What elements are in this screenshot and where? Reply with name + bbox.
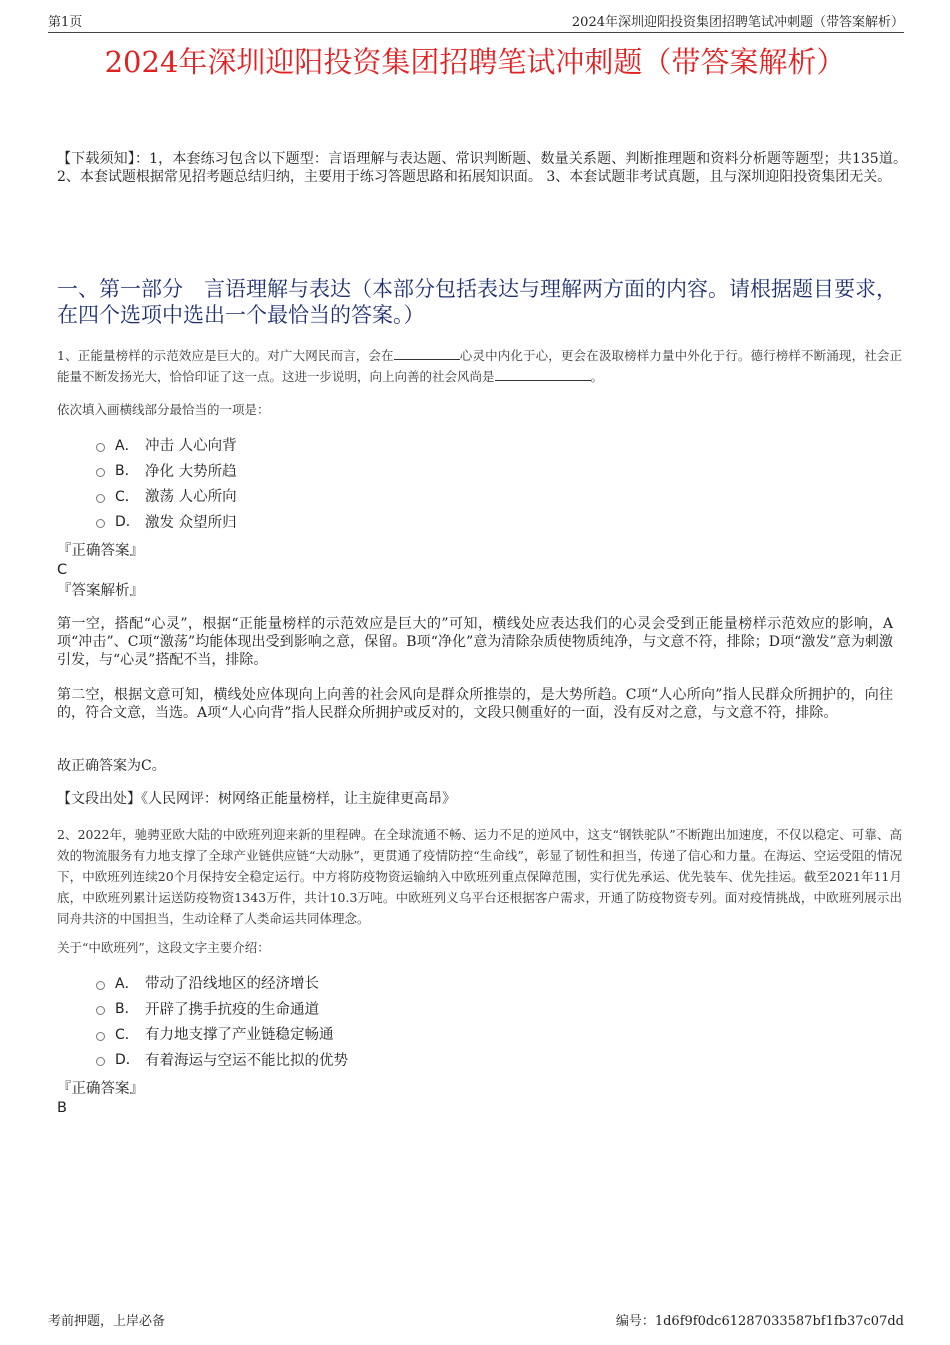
question-1-text-part-c: 。 xyxy=(590,369,604,384)
option-letter: C． xyxy=(115,1026,139,1043)
question-2-options xyxy=(96,970,796,1072)
document-id: 编号：1d6f9f0dc61287033587bf1fb37c07dd xyxy=(615,1314,904,1329)
question-2-answer: B xyxy=(57,1100,67,1116)
correct-answer-label: 『正确答案』 xyxy=(57,1081,144,1097)
source-citation: 【文段出处】《人民网评：树网络正能量榜样，让主旋律更高昂》 xyxy=(57,791,456,807)
option-letter: D． xyxy=(115,514,140,531)
option-letter: B． xyxy=(115,463,139,480)
radio-icon[interactable] xyxy=(96,468,105,477)
radio-icon[interactable] xyxy=(96,519,105,528)
option-d[interactable] xyxy=(96,509,796,535)
option-letter: A． xyxy=(115,975,139,992)
option-c[interactable] xyxy=(96,483,796,509)
correct-answer-label: 『正确答案』 xyxy=(57,543,144,559)
radio-icon[interactable] xyxy=(96,981,105,990)
analysis-label: 『答案解析』 xyxy=(57,583,144,599)
question-1-prompt: 依次填入画横线部分最恰当的一项是： xyxy=(57,402,270,417)
fill-blank-1 xyxy=(394,347,460,360)
analysis-paragraph-1: 第一空，搭配“心灵”，根据“正能量榜样的示范效应是巨大的”可知，横线处应表达我们的心灵会受到正能量榜样示范效应的影响，A项“冲击”、C项“激荡”均能体现出受到影响之意，保留。B项“净化”意为清除杂质使物质纯净，与文意不符，排除；D项“激发”意为刺激引发，与“心灵”搭配不当，排除。 xyxy=(57,616,893,668)
question-1-text-part-b: 心灵中内化于心，更会在汲取榜样力量中外化于行。德行榜样不断涌现，社会正能量不断发扬光大，恰恰印证了这一点。这进一步说明，向上向善的社会风尚是 xyxy=(57,348,902,384)
option-text: 带动了沿线地区的经济增长 xyxy=(145,976,319,993)
analysis-paragraph-2: 第二空，根据文意可知，横线处应体现向上向善的社会风向是群众所推崇的，是大势所趋。C项“人心所向”指人民群众所拥护的，向往的，符合文意，当选。A项“人心向背”指人民群众所拥护或反对的，文段只侧重好的一面，没有反对之意，与文意不符，排除。 xyxy=(57,687,893,721)
question-1-text-part-a: 1、正能量榜样的示范效应是巨大的。对广大网民而言，会在 xyxy=(57,348,394,363)
option-text: 有力地支撑了产业链稳定畅通 xyxy=(145,1027,334,1044)
header-doc-title: 2024年深圳迎阳投资集团招聘笔试冲刺题（带答案解析） xyxy=(571,15,904,30)
question-1-text xyxy=(57,345,902,387)
option-text: 冲击 人心向背 xyxy=(145,438,237,455)
option-d[interactable] xyxy=(96,1047,796,1073)
question-1-options xyxy=(96,432,796,534)
running-header xyxy=(48,14,904,33)
question-2-text: 2、2022年，驰骋亚欧大陆的中欧班列迎来新的里程碑。在全球流通不畅、运力不足的逆风中，这支“钢铁驼队”不断跑出加速度，不仅以稳定、可靠、高效的物流服务有力地支撑了全球产业链供应链“大动脉”，更贯通了疫情防控“生命线”，彰显了韧性和担当，传递了信心和力量。在海运、空运受阻的情况下，中欧班列连续20个月保持安全稳定运行。中方将防疫物资运输纳入中欧班列重点保障范围，实行优先承运、优先装车、优先挂运。截至2021年11月底，中欧班列累计运送防疫物资1343万件，共计10.3万吨。中欧班列义乌平台还根据客户需求，开通了防疫物资专列。面对疫情挑战，中欧班列展示出同舟共济的中国担当，生动诠释了人类命运共同体理念。 xyxy=(57,827,902,926)
footer-slogan: 考前押题，上岸必备 xyxy=(48,1314,166,1329)
option-text: 开辟了携手抗疫的生命通道 xyxy=(145,1001,319,1018)
option-a[interactable] xyxy=(96,970,796,996)
radio-icon[interactable] xyxy=(96,1032,105,1041)
option-letter: D． xyxy=(115,1052,140,1069)
option-text: 激荡 人心所向 xyxy=(145,489,237,506)
fill-blank-2 xyxy=(495,368,591,381)
radio-icon[interactable] xyxy=(96,1057,105,1066)
option-c[interactable] xyxy=(96,1021,796,1047)
option-a[interactable] xyxy=(96,432,796,458)
section-heading: 一、第一部分 言语理解与表达（本部分包括表达与理解两方面的内容。请根据题目要求，在四个选项中选出一个最恰当的答案。） xyxy=(57,277,897,327)
document-title: 2024年深圳迎阳投资集团招聘笔试冲刺题（带答案解析） xyxy=(104,45,846,79)
option-text: 激发 众望所归 xyxy=(145,514,237,531)
analysis-conclusion: 故正确答案为C。 xyxy=(57,758,166,774)
page-number: 第1页 xyxy=(48,15,83,30)
radio-icon[interactable] xyxy=(96,1006,105,1015)
option-text: 净化 大势所趋 xyxy=(145,463,237,480)
question-2-prompt: 关于“中欧班列”，这段文字主要介绍： xyxy=(57,940,270,955)
option-b[interactable] xyxy=(96,458,796,484)
option-b[interactable] xyxy=(96,996,796,1022)
option-letter: C． xyxy=(115,488,139,505)
option-letter: A． xyxy=(115,437,139,454)
download-notice: 【下载须知】：1，本套练习包含以下题型：言语理解与表达题、常识判断题、数量关系题、判断推理题和资料分析题等题型；共135道。 2、本套试题根据常见招考题总结归纳，主要用于练习答题思路和拓展知识面。 3、本套试题非考试真题，且与深圳迎阳投资集团无关。 xyxy=(57,151,907,185)
radio-icon[interactable] xyxy=(96,443,105,452)
radio-icon[interactable] xyxy=(96,494,105,503)
option-text: 有着海运与空运不能比拟的优势 xyxy=(145,1052,348,1069)
question-1-answer: C xyxy=(57,562,68,578)
option-letter: B． xyxy=(115,1001,139,1018)
